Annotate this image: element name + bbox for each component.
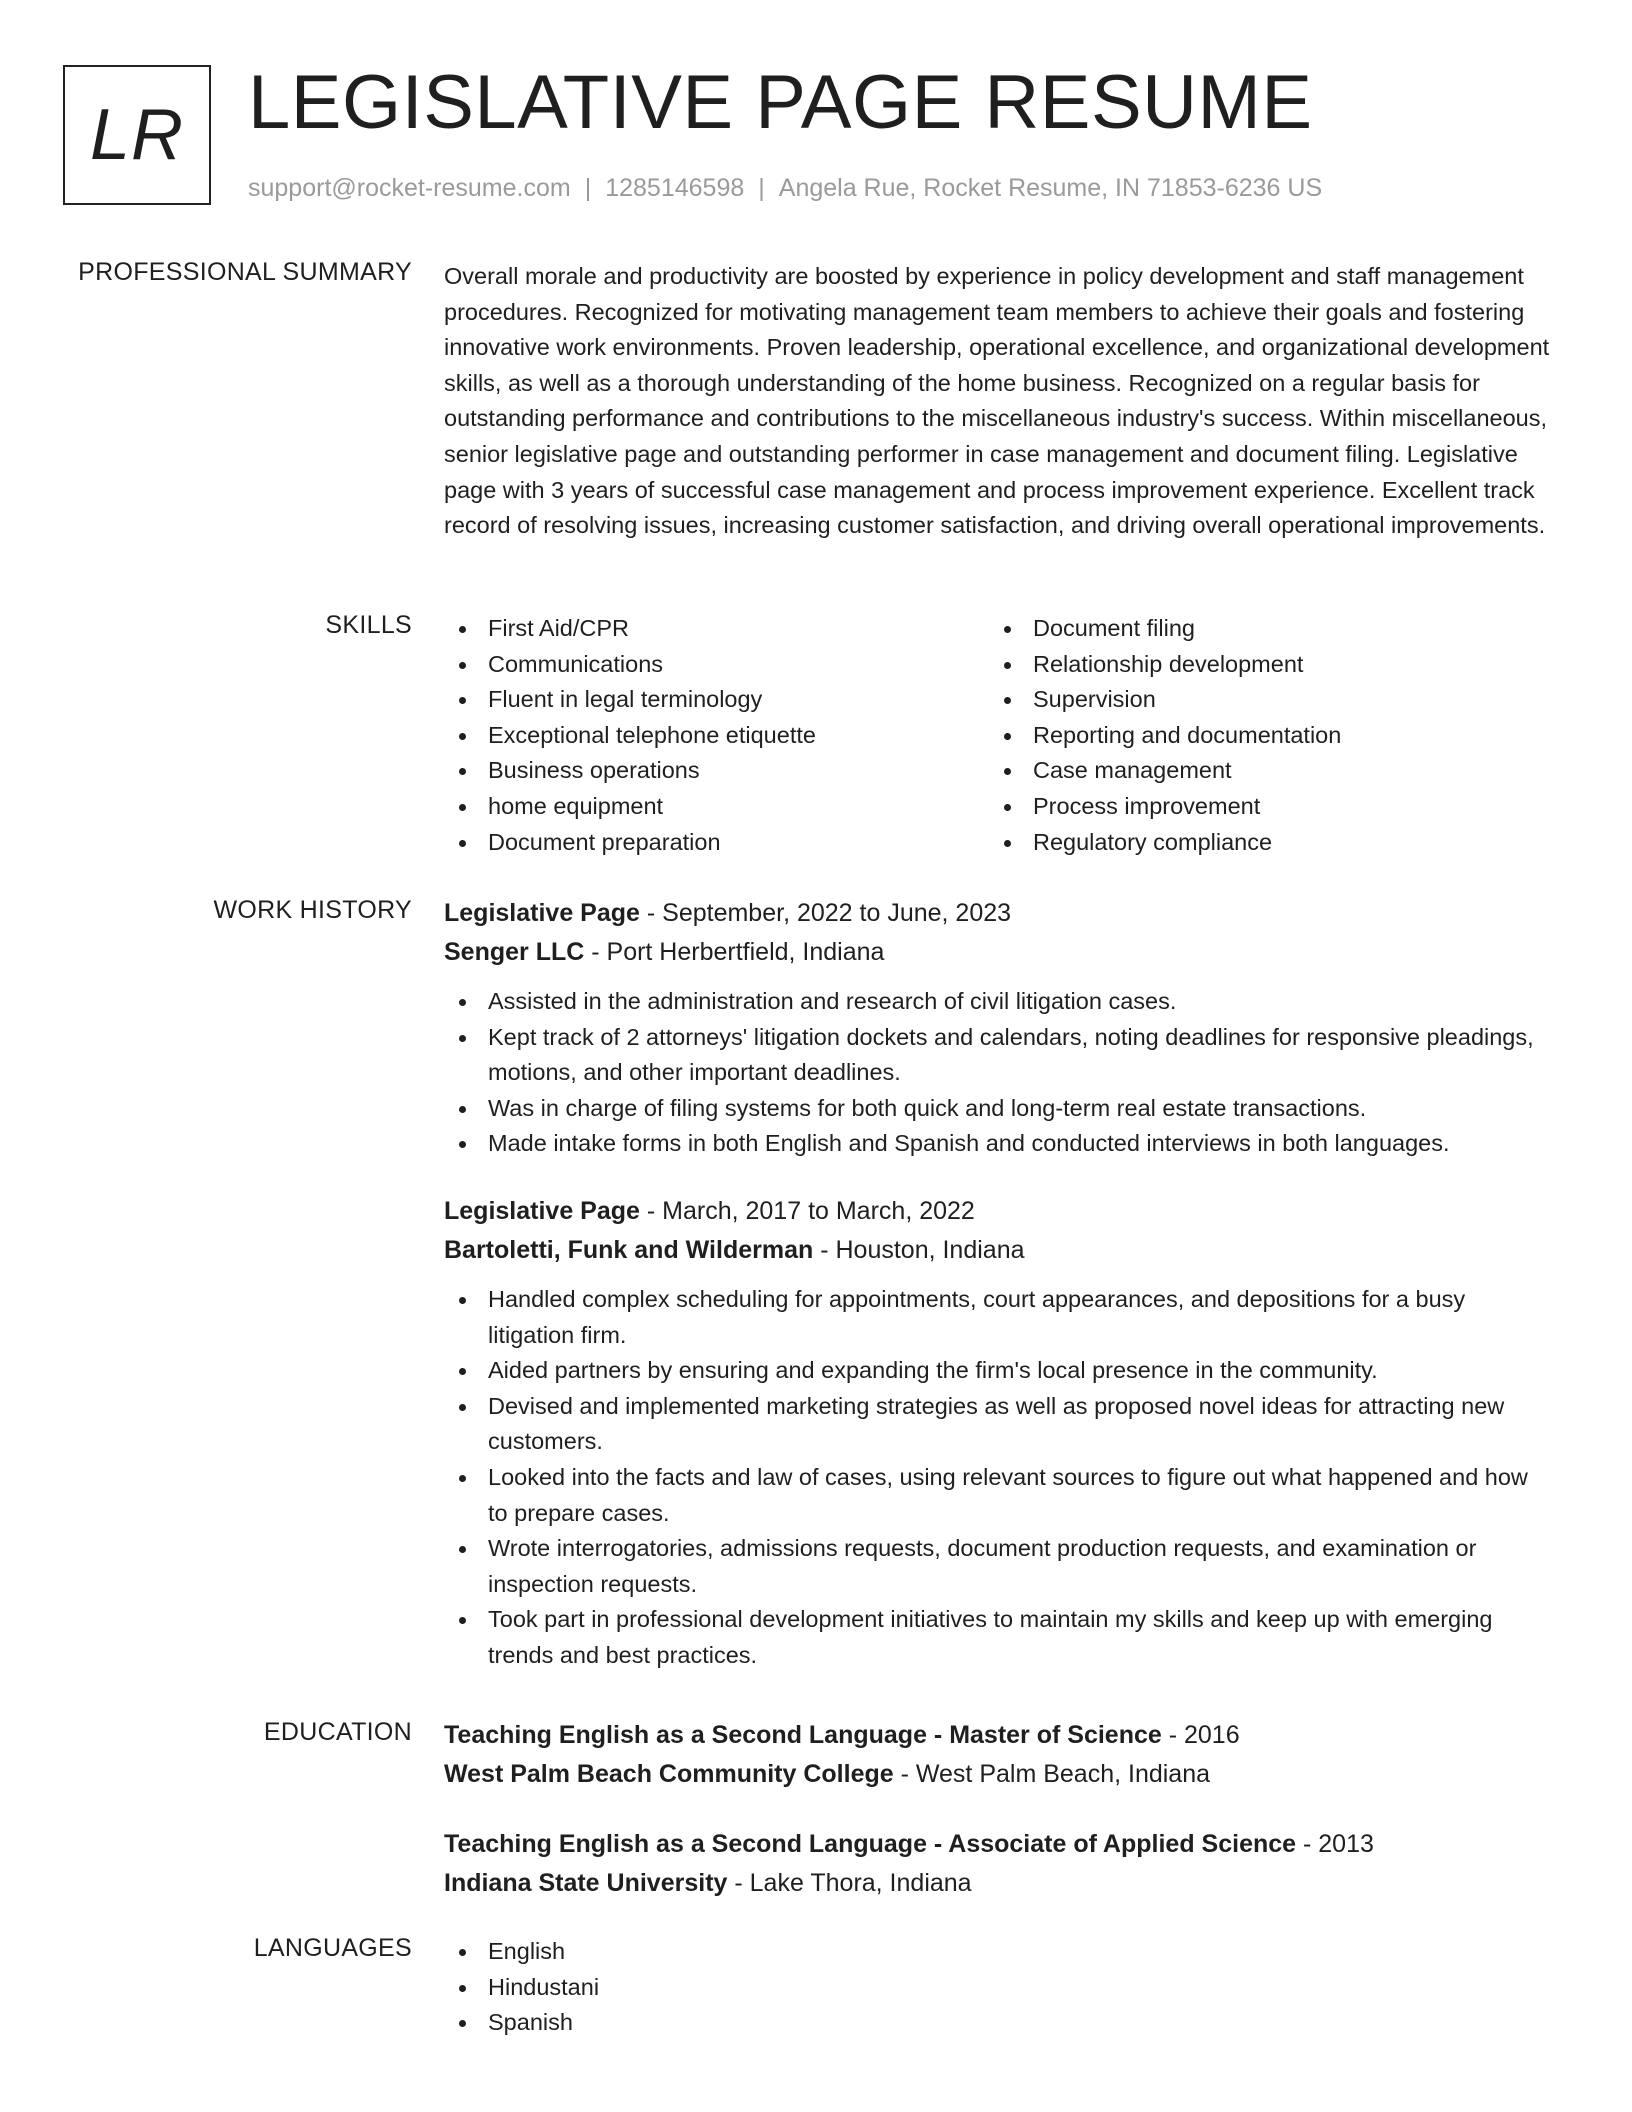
- job-duty: Made intake forms in both English and Spanish and conducted interviews in both languages.: [444, 1126, 1554, 1162]
- skills-list-left: [444, 611, 989, 860]
- job-company: Senger LLC: [444, 938, 585, 966]
- language-item: Spanish: [444, 2005, 1554, 2041]
- job-location: - Houston, Indiana: [813, 1235, 1025, 1264]
- job-dates: - March, 2017 to March, 2022: [639, 1196, 975, 1225]
- skill-item: Fluent in legal terminology: [444, 682, 989, 718]
- contact-phone: 1285146598: [605, 174, 745, 202]
- education-school-line: [444, 1864, 1554, 1903]
- education-location: - Lake Thora, Indiana: [727, 1869, 972, 1897]
- education-degree-line: [444, 1716, 1554, 1755]
- education-school-line: [444, 1755, 1554, 1794]
- skill-item: Communications: [444, 647, 989, 683]
- job-dates: - September, 2022 to June, 2023: [639, 899, 1012, 927]
- work-history-heading: WORK HISTORY: [213, 896, 412, 924]
- job-duty: Handled complex scheduling for appointments, court appearances, and depositions for a busy litigation firm.: [444, 1282, 1554, 1353]
- contact-email: support@rocket-resume.com: [248, 174, 571, 202]
- job-duty: Wrote interrogatories, admissions requests, document production requests, and examination or inspection requests.: [444, 1531, 1554, 1602]
- summary-heading: PROFESSIONAL SUMMARY: [78, 258, 412, 286]
- contact-separator: |: [584, 174, 592, 202]
- skill-item: Exceptional telephone etiquette: [444, 718, 989, 754]
- education-degree: Teaching English as a Second Language - Associate of Applied Science: [444, 1830, 1297, 1858]
- monogram-logo: LR: [63, 65, 211, 205]
- education-year: - 2013: [1296, 1830, 1374, 1858]
- skill-item: Document preparation: [444, 825, 989, 861]
- job-entry: [444, 894, 1554, 1162]
- skill-item: Supervision: [989, 682, 1534, 718]
- education-entry: [444, 1825, 1554, 1903]
- skill-item: Business operations: [444, 753, 989, 789]
- job-duty: Assisted in the administration and research of civil litigation cases.: [444, 984, 1554, 1020]
- job-duties-list: [444, 984, 1554, 1162]
- job-duty: Aided partners by ensuring and expanding the firm's local presence in the community.: [444, 1353, 1554, 1389]
- job-role: Legislative Page: [444, 1196, 640, 1225]
- job-location: - Port Herbertfield, Indiana: [584, 938, 885, 966]
- skill-item: Process improvement: [989, 789, 1534, 825]
- job-duties-list: [444, 1282, 1554, 1674]
- job-role: Legislative Page: [444, 899, 640, 927]
- job-entry: [444, 1192, 1554, 1674]
- job-duty: Kept track of 2 attorneys' litigation dockets and calendars, noting deadlines for responsive pleadings, motions, and other important deadlines.: [444, 1020, 1554, 1091]
- education-entry: [444, 1716, 1554, 1794]
- skill-item: Regulatory compliance: [989, 825, 1534, 861]
- languages-list: [444, 1934, 1554, 2041]
- job-company-line: [444, 933, 1554, 972]
- education-school: West Palm Beach Community College: [444, 1760, 894, 1788]
- skills-list-right: [989, 611, 1534, 860]
- job-duty: Took part in professional development initiatives to maintain my skills and keep up with emerging trends and best practices.: [444, 1602, 1554, 1673]
- skill-item: Case management: [989, 753, 1534, 789]
- summary-text: Overall morale and productivity are boosted by experience in policy development and staff management procedures. Recognized for motivating management team members to achieve their goals and fostering innovative work environments. Proven leadership, operational excellence, and organizational development skills, as well as a thorough understanding of the home business. Recognized on a regular basis for outstanding performance and contributions to the miscellaneous industry's success. Within miscellaneous, senior legislative page and outstanding performer in case management and document filing. Legislative page with 3 years of successful case management and process improvement experience. Excellent track record of resolving issues, increasing customer satisfaction, and driving overall operational improvements.: [444, 263, 1550, 539]
- contact-line: [248, 173, 1322, 203]
- resume-title: LEGISLATIVE PAGE RESUME: [248, 60, 1313, 145]
- skill-item: Relationship development: [989, 647, 1534, 683]
- education-location: - West Palm Beach, Indiana: [893, 1760, 1211, 1788]
- job-title-line: [444, 1192, 1554, 1231]
- skills-heading: SKILLS: [325, 611, 412, 639]
- job-title-line: [444, 894, 1554, 933]
- contact-separator: |: [758, 174, 765, 202]
- job-duty: Was in charge of filing systems for both quick and long-term real estate transactions.: [444, 1091, 1554, 1127]
- contact-address: Angela Rue, Rocket Resume, IN 71853-6236 US: [778, 174, 1323, 202]
- skill-item: Reporting and documentation: [989, 718, 1534, 754]
- job-company-line: [444, 1231, 1554, 1270]
- skill-item: home equipment: [444, 789, 989, 825]
- job-duty: Devised and implemented marketing strategies as well as proposed novel ideas for attracting new customers.: [444, 1389, 1554, 1460]
- education-school: Indiana State University: [444, 1869, 728, 1897]
- language-item: Hindustani: [444, 1970, 1554, 2006]
- job-company: Bartoletti, Funk and Wilderman: [444, 1235, 814, 1264]
- education-degree: Teaching English as a Second Language - Master of Science: [444, 1721, 1162, 1749]
- language-item: English: [444, 1934, 1554, 1970]
- education-heading: EDUCATION: [263, 1718, 412, 1746]
- skill-item: Document filing: [989, 611, 1534, 647]
- education-degree-line: [444, 1825, 1554, 1864]
- resume-header: [63, 60, 1572, 215]
- languages-heading: LANGUAGES: [253, 1934, 412, 1962]
- job-duty: Looked into the facts and law of cases, using relevant sources to figure out what happened and how to prepare cases.: [444, 1460, 1554, 1531]
- skill-item: First Aid/CPR: [444, 611, 989, 647]
- education-year: - 2016: [1161, 1721, 1240, 1749]
